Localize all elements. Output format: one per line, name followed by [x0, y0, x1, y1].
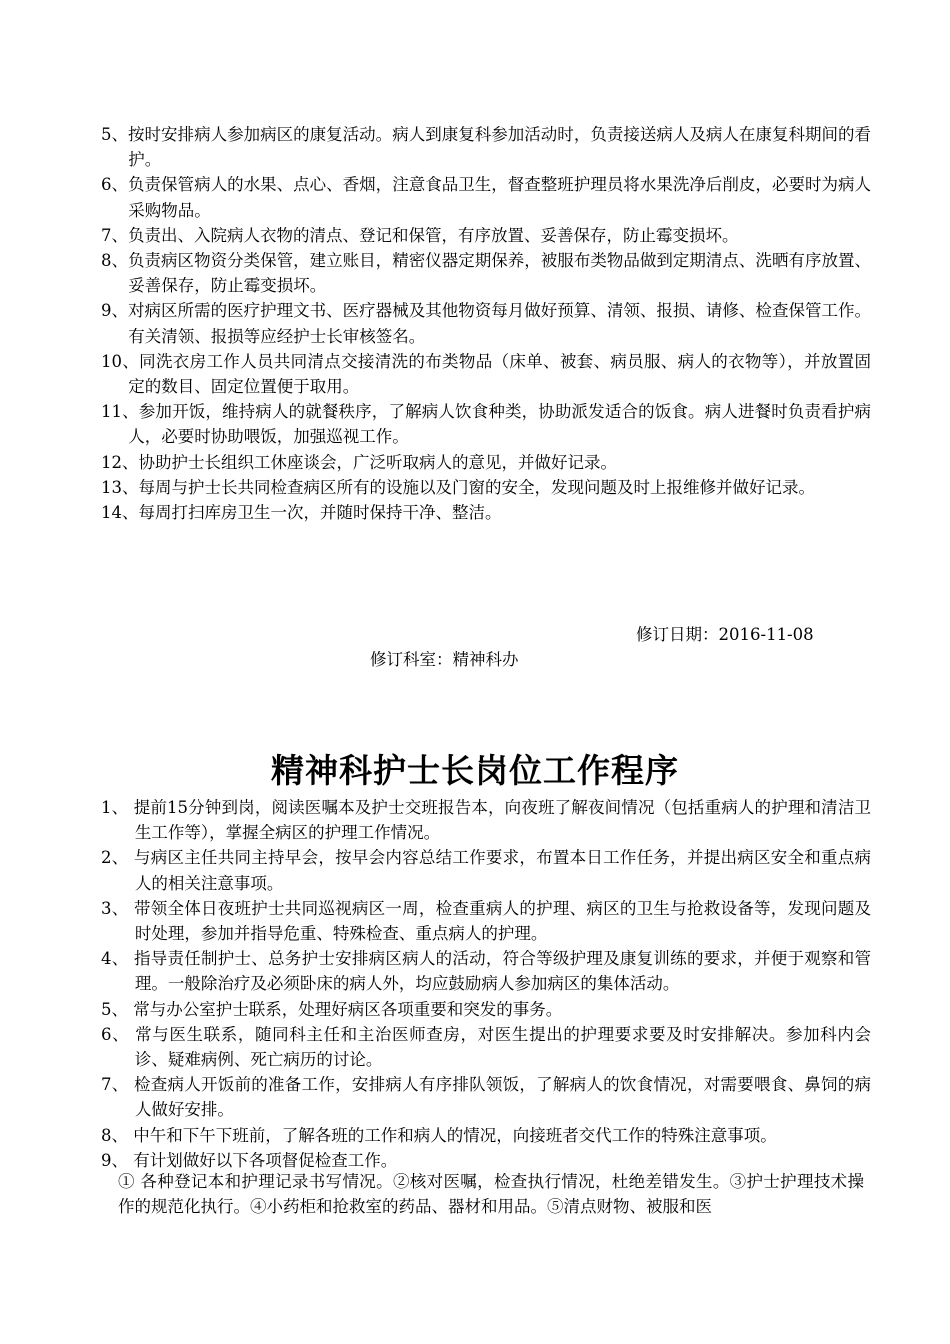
list-item: 6、负责保管病人的水果、点心、香烟，注意食品卫生，督查整班护理员将水果洗净后削皮，必要时为病人采购物品。: [101, 175, 871, 220]
list-item: 6、 常与医生联系，随同科主任和主治医师查房，对医生提出的护理要求要及时安排解决。参加科内会诊、疑难病例、死亡病历的讨论。: [101, 1024, 871, 1070]
list-item: 3、 带领全体日夜班护士共同巡视病区一周，检查重病人的护理、病区的卫生与抢救设备等，发现问题及时处理，参加并指导危重、特殊检查、重点病人的护理。: [101, 898, 871, 944]
section2-procedure-list: [101, 795, 871, 1173]
list-item: 13、每周与护士长共同检查病区所有的设施以及门窗的安全，发现问题及时上报维修并做好记录。: [101, 477, 815, 497]
section1-duty-list: [101, 122, 871, 525]
list-item: 14、每周打扫库房卫生一次，并随时保持干净、整洁。: [101, 503, 502, 523]
list-item: 5、 常与办公室护士联系，处理好病区各项重要和突发的事务。: [101, 999, 563, 1019]
list-item: 9、对病区所需的医疗护理文书、医疗器械及其他物资每月做好预算、清领、报损、请修、检查保管工作。有关清领、报损等应经护士长审核签名。: [101, 301, 871, 346]
list-item: 8、 中午和下午下班前，了解各班的工作和病人的情况，向接班者交代工作的特殊注意事项。: [101, 1125, 777, 1145]
list-item: 7、负责出、入院病人衣物的清点、登记和保管，有序放置、妥善保存，防止霉变损坏。: [101, 225, 739, 245]
list-item: 8、负责病区物资分类保管，建立账目，精密仪器定期保养，被服布类物品做到定期清点、洗晒有序放置、妥善保存，防止霉变损坏。: [101, 251, 871, 296]
section-title: 精神科护士长岗位工作程序: [271, 751, 679, 790]
revision-department: 修订科室：精神科办: [370, 650, 519, 669]
list-item: 11、参加开饭，维持病人的就餐秩序，了解病人饮食种类，协助派发适合的饭食。病人进餐时负责看护病人，必要时协助喂饭，加强巡视工作。: [101, 402, 871, 447]
list-item: 1、 提前15分钟到岗，阅读医嘱本及护士交班报告本，向夜班了解夜间情况（包括重病人的护理和清洁卫生工作等），掌握全病区的护理工作情况。: [101, 798, 871, 843]
list-item: 7、 检查病人开饭前的准备工作，安排病人有序排队领饭，了解病人的饮食情况，对需要喂食、鼻饲的病人做好安排。: [101, 1075, 871, 1120]
list-item: 4、 指导责任制护士、总务护士安排病区病人的活动，符合等级护理及康复训练的要求，并便于观察和管理。一般除治疗及必须卧床的病人外，均应鼓励病人参加病区的集体活动。: [101, 949, 871, 994]
list-item: 9、 有计划做好以下各项督促检查工作。: [101, 1150, 398, 1170]
list-item: 2、 与病区主任共同主持早会，按早会内容总结工作要求，布置本日工作任务，并提出病区安全和重点病人的相关注意事项。: [101, 848, 871, 893]
list-item: 5、按时安排病人参加病区的康复活动。病人到康复科参加活动时，负责接送病人及病人在康复科期间的看护。: [101, 125, 871, 170]
inspection-subitems: ① 各种登记本和护理记录书写情况。②核对医嘱，检查执行情况，杜绝差错发生。③护士护理技术操作的规范化执行。④小药柜和抢救室的药品、器材和用品。⑤清点财物、被服和医: [118, 1172, 864, 1217]
revision-date: 修订日期：2016-11-08: [636, 625, 814, 644]
list-item: 12、协助护士长组织工休座谈会，广泛听取病人的意见，并做好记录。: [101, 452, 617, 472]
list-item: 10、同洗衣房工作人员共同清点交接清洗的布类物品（床单、被套、病员服、病人的衣物等），并放置固定的数目、固定位置便于取用。: [101, 351, 871, 397]
